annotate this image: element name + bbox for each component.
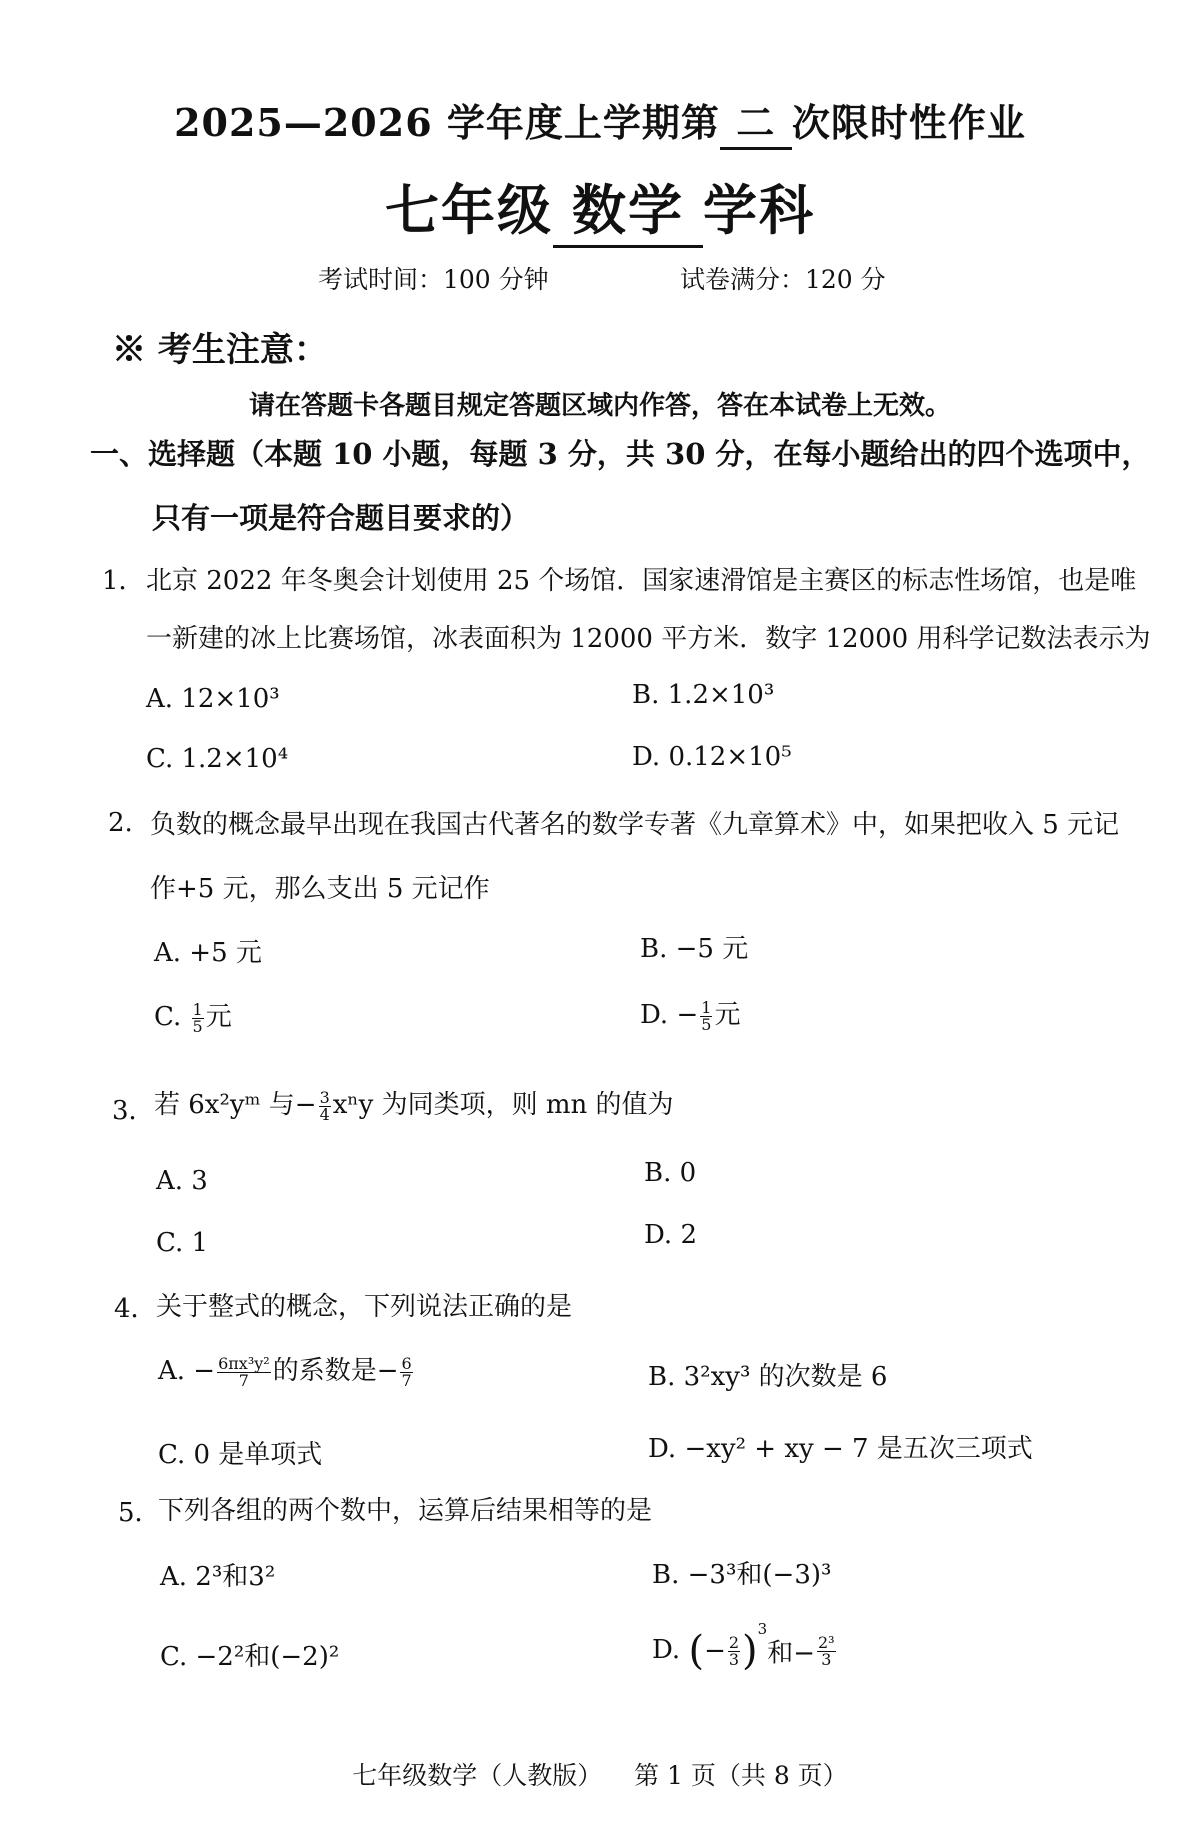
full-score: 试卷满分：120 分 <box>680 265 886 294</box>
fraction-numerator: 3 <box>319 1087 330 1107</box>
section-heading-line1: 一、选择题（本题 10 小题，每题 3 分，共 30 分，在每小题给出的四个选项中， <box>90 437 1151 471</box>
right-paren: ) <box>742 1628 758 1674</box>
q2-option-d-unit: 元 <box>714 1000 741 1030</box>
subject-blank: 数学 <box>553 168 703 248</box>
q5-option-a: A. 2³和3² <box>160 1562 276 1592</box>
fraction-denominator: 5 <box>701 1014 712 1034</box>
q2-option-d-label: D. <box>640 1000 669 1030</box>
q3-option-a: A. 3 <box>156 1166 208 1196</box>
q3-option-c: C. 1 <box>156 1228 209 1258</box>
q2-line2: 作+5 元，那么支出 5 元记作 <box>150 874 490 904</box>
left-paren: ( <box>688 1628 705 1674</box>
fraction <box>700 997 712 1034</box>
q4-option-c: C. 0 是单项式 <box>158 1440 323 1470</box>
q3-option-b: B. 0 <box>644 1158 697 1188</box>
fraction <box>319 1087 331 1124</box>
q4-option-a <box>158 1350 415 1389</box>
q4-option-a-label: A. − <box>158 1356 216 1386</box>
fraction-denominator: 3 <box>821 1649 832 1669</box>
q3-number: 3． <box>112 1096 155 1126</box>
q4-option-a-mid: 的系数是− <box>272 1356 399 1386</box>
q5-option-d-label: D. <box>652 1635 681 1665</box>
notice-heading: ※ 考生注意： <box>112 330 328 370</box>
q3-option-d: D. 2 <box>644 1220 697 1250</box>
subject-title <box>0 168 1200 248</box>
fraction-numerator: 2 <box>728 1632 740 1652</box>
q1-option-b: B. 1.2×10³ <box>632 680 775 710</box>
fraction-numerator: 6 <box>401 1353 412 1373</box>
fraction-denominator: 3 <box>728 1649 740 1669</box>
q2-option-b: B. −5 元 <box>640 934 749 964</box>
subject-suffix: 学科 <box>703 178 815 242</box>
q5-option-c: C. −2²和(−2)² <box>160 1642 340 1672</box>
fraction-denominator: 7 <box>401 1370 412 1390</box>
q5-stem: 下列各组的两个数中，运算后结果相等的是 <box>158 1496 653 1526</box>
fraction-numerator: 6πx³y² <box>218 1353 270 1373</box>
exam-title <box>0 92 1200 150</box>
fraction-numerator: 1 <box>192 999 203 1019</box>
exam-time: 考试时间：100 分钟 <box>318 265 549 294</box>
q2-number: 2. <box>108 808 133 838</box>
grade-label: 七年级 <box>385 178 553 242</box>
fraction-numerator: 1 <box>701 997 712 1017</box>
q4-number: 4． <box>114 1294 157 1324</box>
page-footer: 七年级数学（人教版） 第 1 页（共 8 页） <box>352 1761 848 1790</box>
q3-text-a: 若 6x²yᵐ 与− <box>154 1090 317 1120</box>
title-suffix: 次限时性作业 <box>791 100 1026 145</box>
q2-option-d-sign: − <box>676 1000 699 1030</box>
exponent: 3 <box>757 1620 768 1638</box>
fraction-denominator: 4 <box>319 1104 330 1124</box>
q1-number: 1． <box>102 566 145 596</box>
q2-option-d <box>640 994 740 1033</box>
title-blank: 二 <box>720 92 792 150</box>
fraction <box>192 999 204 1036</box>
q4-option-b: B. 3²xy³ 的次数是 6 <box>648 1362 888 1392</box>
q2-line1: 负数的概念最早出现在我国古代著名的数学专著《九章算术》中，如果把收入 5 元记 <box>150 810 1120 840</box>
q5-option-d-mid: 和− <box>767 1638 815 1669</box>
fraction <box>817 1632 836 1669</box>
q2-option-c-unit: 元 <box>205 1002 232 1032</box>
q1-option-d: D. 0.12×10⁵ <box>632 742 792 772</box>
q5-number: 5． <box>118 1498 161 1528</box>
q1-line2: 一新建的冰上比赛场馆，冰表面积为 12000 平方米．数字 12000 用科学记数法表示为 <box>146 624 1151 654</box>
q5-option-b: B. −3³和(−3)³ <box>652 1560 832 1590</box>
q3-text-b: xⁿy 为同类项，则 mn 的值为 <box>332 1090 674 1120</box>
q3-stem <box>154 1084 674 1123</box>
fraction <box>217 1353 271 1390</box>
notice-text: 请在答题卡各题目规定答题区域内作答，答在本试卷上无效。 <box>248 391 951 421</box>
q4-option-d: D. −xy² + xy − 7 是五次三项式 <box>648 1434 1033 1464</box>
q1-option-a: A. 12×10³ <box>146 684 280 714</box>
q2-option-c <box>154 996 232 1035</box>
fraction-denominator: 7 <box>238 1370 249 1390</box>
title-prefix: 2025—2026 学年度上学期第 <box>174 100 720 145</box>
q5-option-d: D. (− $\frac{2}{3}$ )$^3$和− $\frac{\text{2³}}{3}$ <box>652 1620 835 1674</box>
fraction <box>400 1353 412 1390</box>
q2-option-c-label: C. <box>154 1002 182 1032</box>
fraction-numerator: 2³ <box>818 1632 835 1652</box>
q2-option-a: A. +5 元 <box>154 938 262 968</box>
fraction <box>728 1632 740 1669</box>
q1-line1: 北京 2022 年冬奥会计划使用 25 个场馆．国家速滑馆是主赛区的标志性场馆，也是唯 <box>146 566 1137 596</box>
fraction-denominator: 5 <box>192 1016 203 1036</box>
q1-option-c: C. 1.2×10⁴ <box>146 744 289 774</box>
section-heading-line2: 只有一项是符合题目要求的） <box>152 501 530 535</box>
q4-stem: 关于整式的概念，下列说法正确的是 <box>156 1292 573 1322</box>
